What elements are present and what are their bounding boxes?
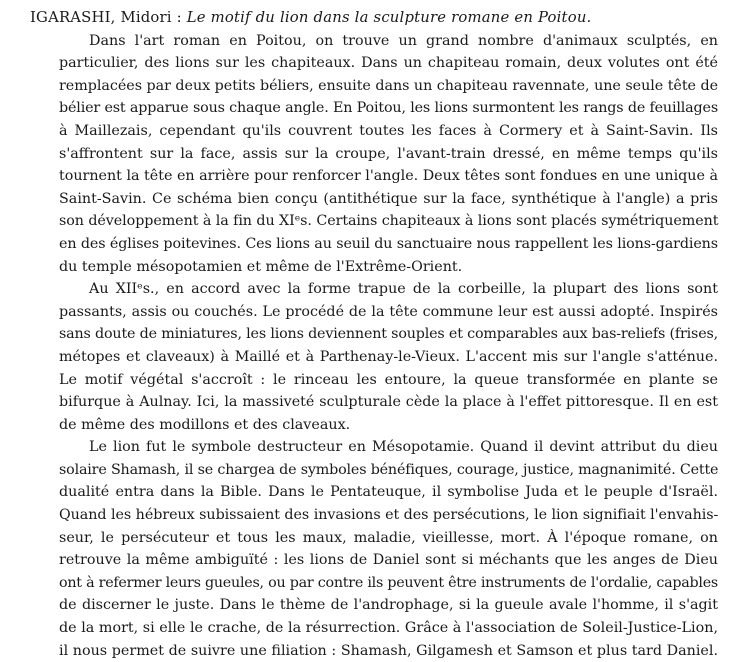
text-line: remplacées par deux petits béliers, ensuite dans un chapiteau ravennate, une seule tête de — [59, 77, 719, 94]
document-page — [30, 7, 718, 662]
text-line: dualité entra dans la Bible. Dans le Pentateuque, il symbolise Juda et le peuple d'Israël. — [59, 484, 718, 501]
text-line: métopes et claveaux) à Maillé et à Parthenay-le-Vieux. L'accent mis sur l'angle s'atténue. — [59, 348, 718, 365]
text-line: en des églises poitevines. Ces lions au seuil du sanctuaire nous rappellent les lions-gardiens — [59, 235, 718, 252]
text-line: de discerner le juste. Dans le thème de l'androphage, si la gueule avale l'homme, il s'agit — [59, 597, 718, 614]
text-line: sans doute de miniatures, les lions deviennent souples et comparables aux bas-reliefs (frises, — [59, 326, 718, 343]
text-line: passants, assis ou couchés. Le procédé de la tête commune leur est aussi adopté. Inspirés — [59, 303, 718, 320]
text-line: de la mort, si elle le crache, de la résurrection. Grâce à l'association de Soleil-Justice-Lion, — [59, 620, 718, 637]
text-line: il nous permet de suivre une filiation : Shamash, Gilgamesh et Samson et plus tard Daniel. — [59, 642, 718, 659]
article-header — [30, 7, 718, 30]
text-line: Saint-Savin. Ce schéma bien conçu (antithétique sur la face, synthétique à l'angle) a pris — [59, 190, 718, 207]
text-line: à Maillezais, cependant qu'ils couvrent toutes les faces à Cormery et à Saint-Savin. Ils — [59, 122, 718, 139]
text-line: Le lion fut le symbole destructeur en Mésopotamie. Quand il devint attribut du dieu — [89, 439, 718, 456]
author-name: IGARASHI, Midori : — [30, 9, 182, 26]
text-line: retrouve la même ambiguïté : les lions de Daniel sont si méchants que les anges de Dieu — [59, 552, 718, 569]
text-line: Dans l'art roman en Poitou, on trouve un grand nombre d'animaux sculptés, en — [89, 32, 718, 49]
text-line: Quand les hébreux subissaient des invasions et des persécutions, le lion signifiait l'envahis- — [59, 507, 719, 524]
text-line: solaire Shamash, il se chargea de symboles bénéfiques, courage, justice, magnanimité. Cette — [59, 461, 719, 478]
text-line: ont à refermer leurs gueules, ou par contre ils peuvent être instruments de l'ordalie, capables — [59, 574, 719, 591]
paragraph-2 — [30, 278, 718, 436]
text-line: bélier est apparue sous chaque angle. En Poitou, les lions surmontent les rangs de feuillages — [59, 100, 718, 117]
text-line: particulier, des lions sur les chapiteaux. Dans un chapiteau romain, deux volutes ont été — [59, 55, 718, 72]
text-line: de même des modillons et des claveaux. — [59, 416, 351, 433]
text-line: bifurque à Aulnay. Ici, la massiveté sculpturale cède la place à l'effet pittoresque. Il en est — [59, 394, 718, 411]
text-line: s'affrontent sur la face, assis sur la croupe, l'avant-train dressé, en même temps qu'ils — [59, 145, 718, 162]
text-line: seur, le persécuteur et tous les maux, maladie, vieillesse, mort. À l'époque romane, on — [59, 529, 718, 546]
text-line: son développement à la fin du XIᵉs. Certains chapiteaux à lions sont placés symétriquement — [59, 213, 719, 230]
text-line: Le motif végétal s'accroît : le rinceau les entoure, la queue transformée en plante se — [59, 371, 718, 388]
paragraph-3 — [30, 436, 718, 662]
text-line: du temple mésopotamien et même de l'Extrême-Orient. — [59, 258, 463, 275]
text-line: Au XIIᵉs., en accord avec la forme trapue de la corbeille, la plupart des lions sont — [89, 281, 718, 298]
article-title: Le motif du lion dans la sculpture romane en Poitou. — [186, 9, 592, 26]
text-line: tournent la tête en arrière pour renforcer l'angle. Deux têtes sont fondues en une unique à — [59, 168, 718, 185]
paragraph-1 — [30, 30, 718, 279]
